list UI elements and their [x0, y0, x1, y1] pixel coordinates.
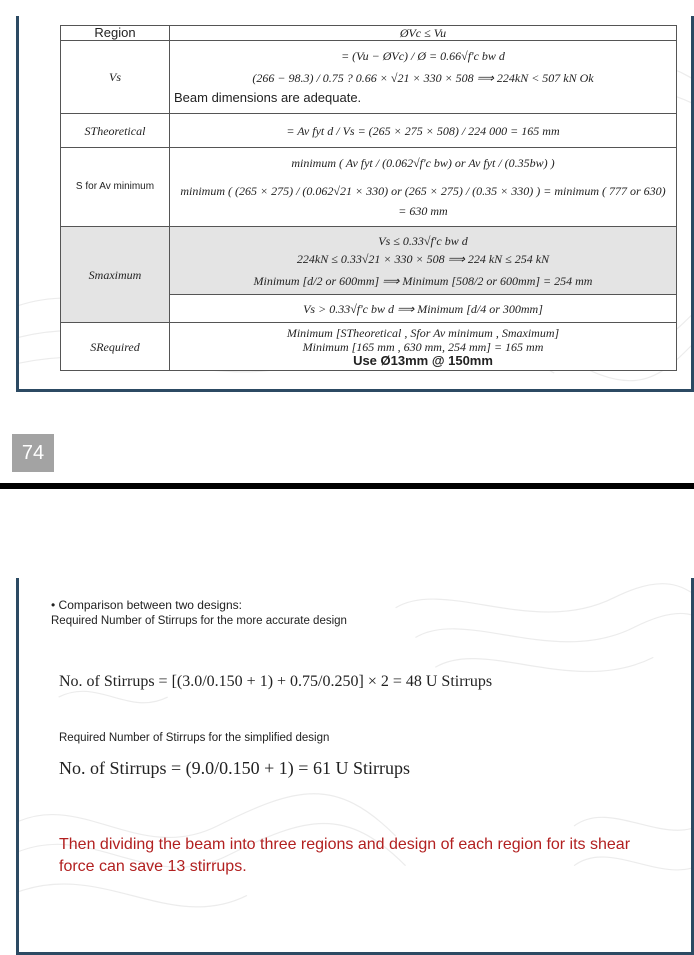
- s-av-min-line-2: minimum ( (265 × 275) / (0.062√21 × 330) or (265 × 275) / (0.35 × 330) ) = minimum ( 777 or 630): [180, 184, 666, 198]
- simplified-design-subtitle: Required Number of Stirrups for the simplified design: [59, 732, 330, 744]
- accurate-design-subtitle: Required Number of Stirrups for the more accurate design: [51, 615, 347, 627]
- s-theoretical-line-1: = Av fyt d / Vs = (265 × 275 × 508) / 224 000 = 165 mm: [170, 114, 677, 148]
- s-max-line-4: Vs > 0.33√f'c bw d ⟹ Minimum [d/4 or 300mm]: [170, 295, 677, 323]
- label-s-av-minimum: S for Av minimum: [61, 148, 170, 227]
- vs-cell: [170, 41, 677, 114]
- s-req-line-2: Minimum [165 mm , 630 mm, 254 mm] = 165 mm: [302, 339, 544, 354]
- s-req-line-3: Use Ø13mm @ 150mm: [353, 352, 493, 368]
- slide-divider: [0, 483, 694, 489]
- vs-line-1: = (Vu − ØVc) / Ø = 0.66√f'c bw d: [341, 49, 505, 63]
- s-maximum-cell: [170, 227, 677, 295]
- s-av-min-line-1: minimum ( Av fyt / (0.062√f'c bw) or Av fyt / (0.35bw) ): [291, 156, 555, 170]
- slide-bottom: [16, 578, 694, 955]
- simplified-design-equation: No. of Stirrups = (9.0/0.150 + 1) = 61 U Stirrups: [59, 758, 410, 778]
- comparison-bullet: • Comparison between two designs:: [51, 598, 242, 612]
- vs-line-2: (266 − 98.3) / 0.75 ? 0.66 × √21 × 330 × 508 ⟹ 224kN < 507 kN Ok: [252, 71, 594, 85]
- s-av-min-line-3: = 630 mm: [398, 204, 448, 218]
- s-max-line-3: Minimum [d/2 or 600mm] ⟹ Minimum [508/2 or 600mm] = 254 mm: [253, 273, 593, 288]
- s-av-minimum-cell: [170, 148, 677, 227]
- label-s-maximum: Smaximum: [61, 227, 170, 323]
- s-req-line-1: Minimum [STheoretical , Sfor Av minimum , Smaximum]: [286, 325, 560, 340]
- comparison-heading: Comparison between two designs:: [58, 598, 242, 612]
- vs-line-3: Beam dimensions are adequate.: [174, 90, 362, 105]
- header-condition: ØVc ≤ Vu: [170, 26, 677, 41]
- conclusion-text: Then dividing the beam into three regions and design of each region for its shear force can save 13 stirrups.: [59, 836, 631, 875]
- slide-top: [16, 16, 694, 392]
- calculation-table: [60, 25, 677, 371]
- s-max-line-2: 224kN ≤ 0.33√21 × 330 × 508 ⟹ 224 kN ≤ 254 kN: [296, 251, 550, 266]
- accurate-design-equation: No. of Stirrups = [(3.0/0.150 + 1) + 0.75/0.250] × 2 = 48 U Stirrups: [59, 673, 493, 690]
- s-max-line-1: Vs ≤ 0.33√f'c bw d: [378, 233, 468, 248]
- header-region: Region: [61, 26, 170, 41]
- label-s-theoretical: STheoretical: [61, 114, 170, 148]
- s-required-cell: [170, 323, 677, 371]
- label-s-required: SRequired: [61, 323, 170, 371]
- label-vs: Vs: [61, 41, 170, 114]
- page-number-badge: 74: [12, 434, 54, 472]
